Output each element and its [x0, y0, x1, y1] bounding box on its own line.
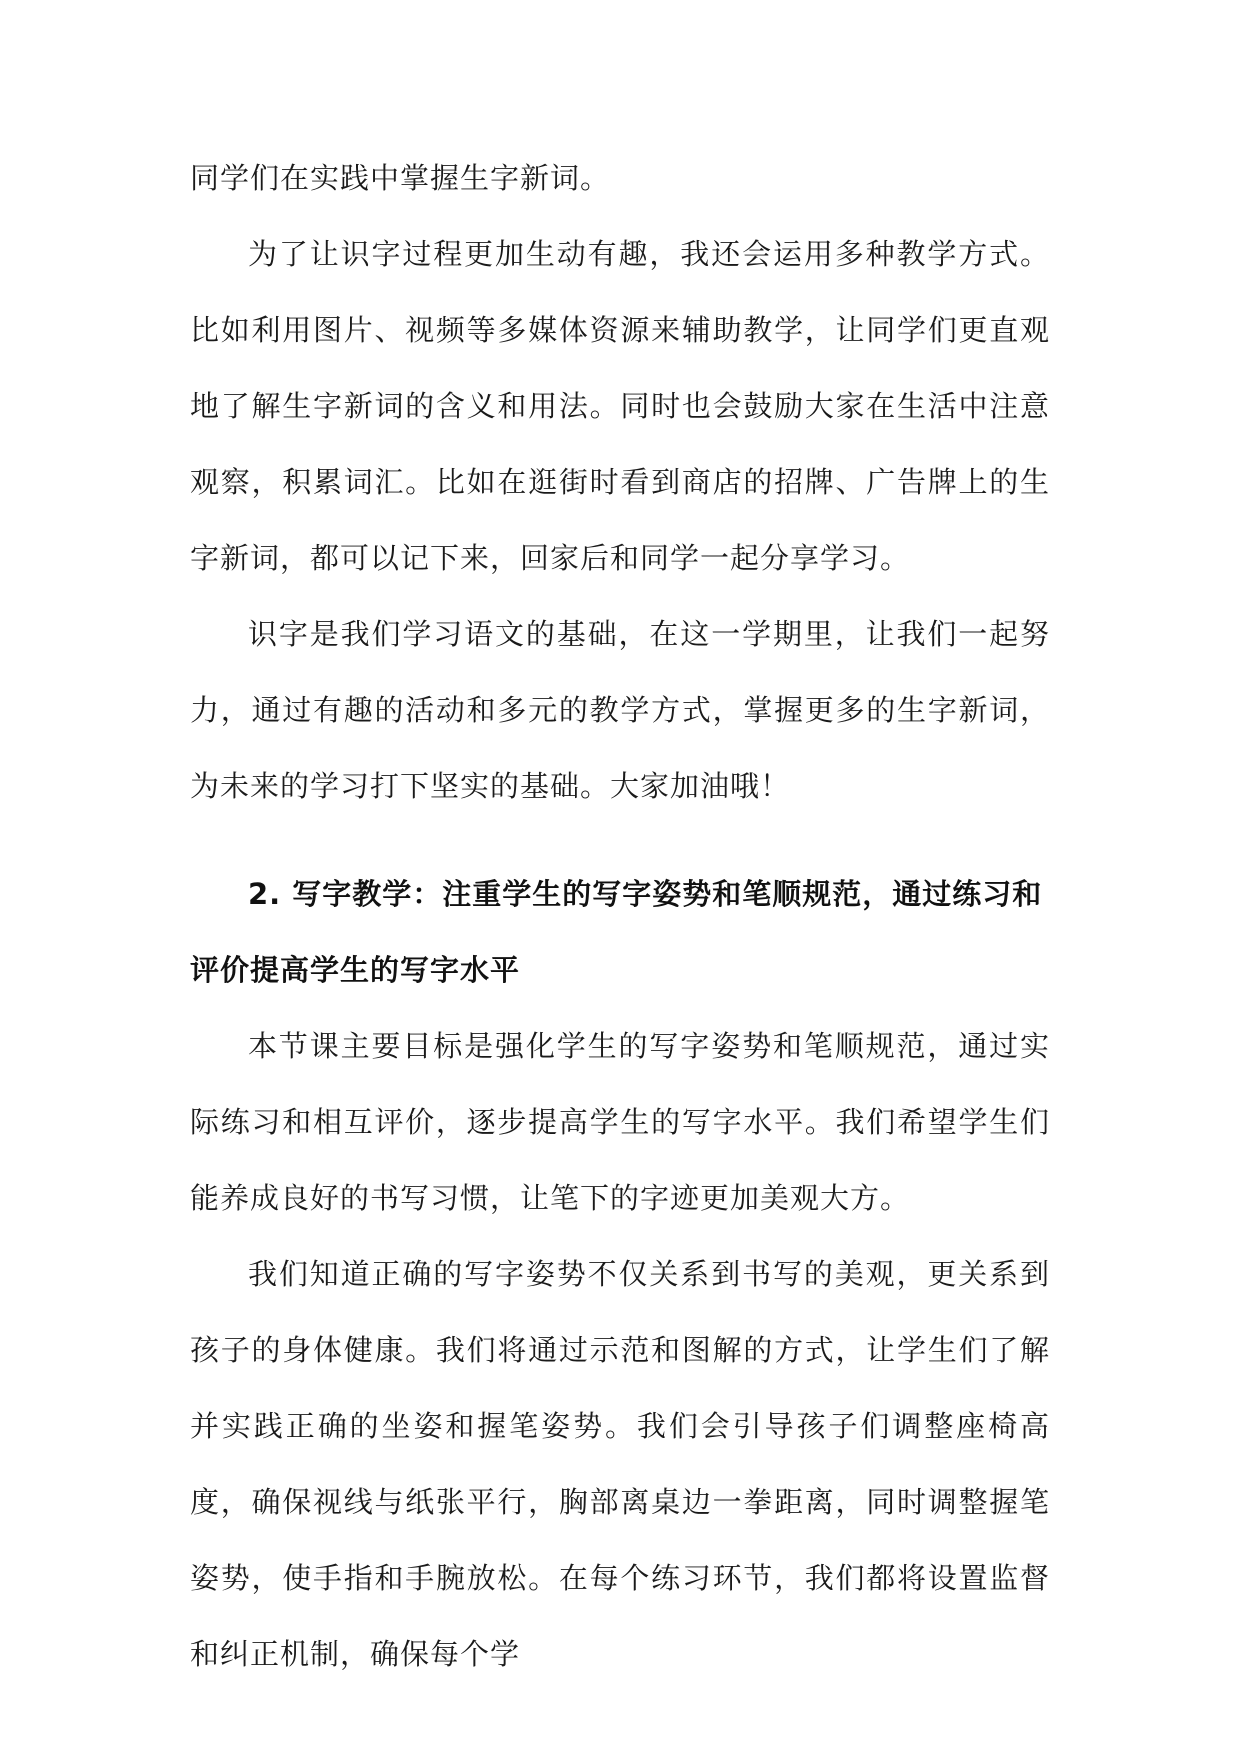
paragraph-writing-posture: 我们知道正确的写字姿势不仅关系到书写的美观，更关系到孩子的身体健康。我们将通过示范和图解的方式，让学生们了解并实践正确的坐姿和握笔姿势。我们会引导孩子们调整座椅高度，确保视线与纸张平行，胸部离桌边一拳距离，同时调整握笔姿势，使手指和手腕放松。在每个练习环节，我们都将设置监督和纠正机制，确保每个学 — [190, 1257, 1050, 1671]
paragraph-continued: 同学们在实践中掌握生字新词。 — [190, 161, 611, 195]
paragraph-lesson-goal: 本节课主要目标是强化学生的写字姿势和笔顺规范，通过实际练习和相互评价，逐步提高学生的写字水平。我们希望学生们能养成良好的书写习惯，让笔下的字迹更加美观大方。 — [190, 1029, 1050, 1215]
section-heading-writing-teaching: 2. 写字教学：注重学生的写字姿势和笔顺规范，通过练习和评价提高学生的写字水平 — [190, 877, 1043, 987]
paragraph-literacy-foundation: 识字是我们学习语文的基础，在这一学期里，让我们一起努力，通过有趣的活动和多元的教学方式，掌握更多的生字新词，为未来的学习打下坚实的基础。大家加油哦！ — [190, 617, 1050, 803]
document-body — [190, 140, 1050, 1692]
paragraph-teaching-methods: 为了让识字过程更加生动有趣，我还会运用多种教学方式。比如利用图片、视频等多媒体资源来辅助教学，让同学们更直观地了解生字新词的含义和用法。同时也会鼓励大家在生活中注意观察，积累词汇。比如在逛街时看到商店的招牌、广告牌上的生字新词，都可以记下来，回家后和同学一起分享学习。 — [190, 237, 1050, 575]
